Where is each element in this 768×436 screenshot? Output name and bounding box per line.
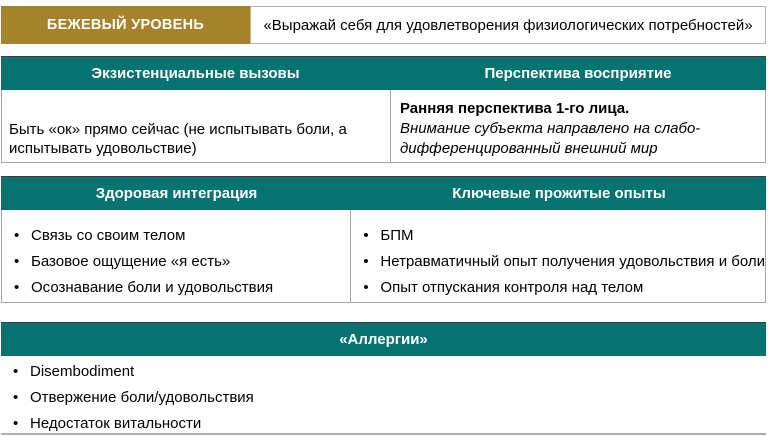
challenge-text: Быть «ок» прямо сейчас (не испытывать боли, а испытывать удовольствие) xyxy=(9,121,347,157)
integration-list xyxy=(2,223,350,301)
spacer xyxy=(0,44,768,56)
list-item: • Опыт отпускания контроля над телом xyxy=(361,275,765,301)
list-item: • БПМ xyxy=(361,223,765,249)
slide-header xyxy=(1,6,766,44)
level-motto-box xyxy=(250,6,766,44)
level-title-badge xyxy=(1,6,250,44)
allergies-header: «Аллергии» xyxy=(339,331,428,348)
spacer xyxy=(0,303,768,322)
table2-header-bar xyxy=(1,176,766,210)
table1-header-challenges: Экзистенциальные вызовы xyxy=(91,65,300,82)
table1-content-row xyxy=(1,90,766,163)
allergies-section xyxy=(1,356,766,435)
allergies-list xyxy=(1,359,766,436)
table1-header-bar xyxy=(1,56,766,90)
list-item: • Осознавание боли и удовольствия xyxy=(12,275,350,301)
spacer xyxy=(0,163,768,176)
table2-cell-experiences xyxy=(351,210,765,302)
level-motto: «Выражай себя для удовлетворения физиологических потребностей» xyxy=(263,16,753,34)
level-title: БЕЖЕВЫЙ УРОВЕНЬ xyxy=(46,17,205,33)
table2-header-experiences: Ключевые прожитые опыты xyxy=(452,185,666,202)
table1-header-perspective: Перспектива восприятие xyxy=(484,65,672,82)
perspective-title: Ранняя перспектива 1-го лица. xyxy=(400,100,630,117)
list-item: • Недостаток витальности xyxy=(11,411,766,436)
table2-header-integration: Здоровая интеграция xyxy=(95,185,258,202)
table2-content-row xyxy=(1,210,766,303)
table1-cell-challenges xyxy=(2,90,391,162)
list-item: • Отвержение боли/удовольствия xyxy=(11,385,766,411)
list-item: • Нетравматичный опыт получения удовольствия и боли xyxy=(361,249,765,275)
table2-cell-integration xyxy=(2,210,351,302)
experiences-list xyxy=(351,223,765,301)
list-item: • Disembodiment xyxy=(11,359,766,385)
list-item: • Базовое ощущение «я есть» xyxy=(12,249,350,275)
perspective-description: Внимание субъекта направлено на слабо-дифференцированный внешний мир xyxy=(400,120,701,157)
allergies-header-bar xyxy=(1,322,766,356)
list-item: • Связь со своим телом xyxy=(12,223,350,249)
table1-cell-perspective xyxy=(391,90,765,162)
